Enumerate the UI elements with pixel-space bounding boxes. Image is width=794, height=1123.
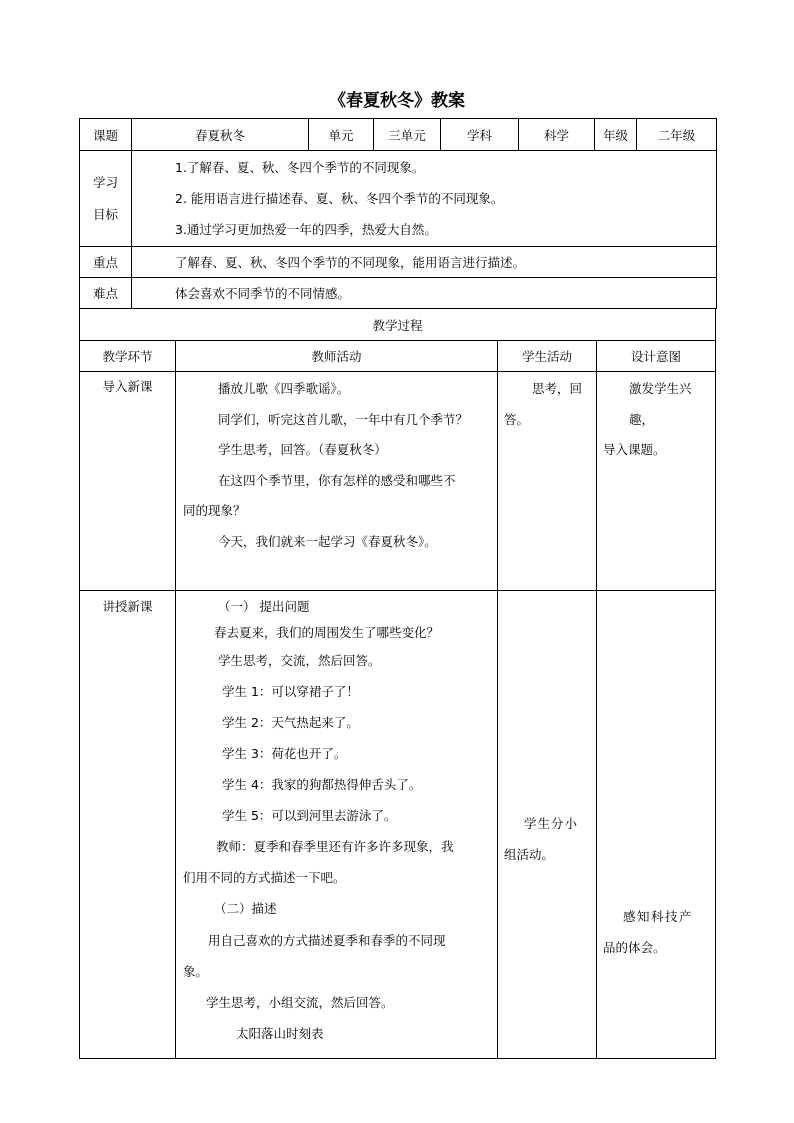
column-header-design: 设计意图	[597, 341, 716, 372]
teacher-activity-lecture	[176, 591, 498, 1059]
text-line: 学生 4：我家的狗都热得伸舌头了。	[222, 777, 422, 792]
text-line: 导入课题。	[603, 442, 666, 457]
process-header: 教学过程	[80, 309, 716, 341]
goals-label	[80, 151, 132, 247]
goals-label-line: 学习	[92, 174, 118, 190]
grade-value: 二年级	[637, 119, 717, 151]
goals-label-line: 目标	[92, 206, 118, 222]
text-line: 播放儿歌《四季歌谣》。	[218, 381, 350, 396]
text-line: 象。	[183, 964, 209, 979]
subject-label: 学科	[441, 119, 519, 151]
text-line: 春去夏来，我们的周围发生了哪些变化？	[214, 625, 440, 640]
lesson-info-table	[79, 118, 717, 309]
column-header-stage: 教学环节	[80, 341, 176, 372]
stage-lecture: 讲授新课	[80, 591, 176, 1059]
subject-value: 科学	[519, 119, 595, 151]
text-line: （一） 提出问题	[218, 599, 310, 614]
text-line: （二）描述	[214, 901, 277, 916]
text-line: 学生 2：天气热起来了。	[222, 715, 359, 730]
table-row	[80, 372, 716, 591]
unit-label: 单元	[309, 119, 374, 151]
text-line: 答。	[504, 411, 530, 427]
key-label: 重点	[80, 247, 132, 278]
teaching-process-table	[79, 308, 716, 1059]
text-line: 学生思考，回答。（春夏秋冬）	[218, 442, 387, 457]
text-line: 思考，回	[532, 381, 583, 396]
student-activity-intro	[498, 372, 597, 591]
course-label: 课题	[80, 119, 132, 151]
text-line: 在这四个季节里，你有怎样的感受和哪些不	[218, 472, 456, 488]
text-line: 用自己喜欢的方式描述夏季和春季的不同现	[208, 933, 446, 948]
text-line: 学生 5：可以到河里去游泳了。	[222, 808, 397, 823]
text-line: 品的体会。	[603, 940, 666, 955]
text-line: 学生 1：可以穿裙子了！	[222, 684, 359, 699]
text-line: 感知科技产	[623, 909, 694, 924]
difficulty-label: 难点	[80, 278, 132, 309]
text-line: 同学们，听完这首儿歌，一年中有几个季节？	[218, 411, 469, 427]
unit-value: 三单元	[374, 119, 441, 151]
text-line: 今天，我们就来一起学习《春夏秋冬》。	[218, 533, 437, 549]
key-value: 了解春、夏、秋、冬四个季节的不同现象，能用语言进行描述。	[132, 247, 717, 278]
stage-intro: 导入新课	[80, 372, 176, 591]
column-header-teacher: 教师活动	[176, 341, 498, 372]
goals-cell	[132, 151, 717, 247]
text-line: 学生 3：荷花也开了。	[222, 746, 347, 761]
teacher-activity-intro	[176, 372, 498, 591]
student-activity-lecture	[498, 591, 597, 1059]
text-line: 学生思考，小组交流，然后回答。	[206, 995, 394, 1010]
text-line: 们用不同的方式描述一下吧。	[183, 870, 346, 885]
course-value: 春夏秋冬	[132, 119, 309, 151]
column-header-student: 学生活动	[498, 341, 597, 372]
design-intent-lecture	[597, 591, 716, 1059]
text-line: 太阳落山时刻表	[236, 1026, 324, 1041]
goal-item: 2. 能用语言进行描述春、夏、秋、冬四个季节的不同现象。	[175, 191, 504, 206]
text-line: 学生思考，交流，然后回答。	[218, 653, 381, 668]
grade-label: 年级	[595, 119, 637, 151]
difficulty-value: 体会喜欢不同季节的不同情感。	[132, 278, 717, 309]
design-intent-intro	[597, 372, 716, 591]
text-line: 同的现象？	[183, 503, 246, 518]
text-line: 学生分小	[524, 816, 579, 831]
table-row	[80, 591, 716, 1059]
page-title: 《春夏秋冬》教案	[329, 91, 465, 111]
goal-item: 3.通过学习更加热爱一年的四季，热爱大自然。	[175, 222, 437, 237]
text-line: 激发学生兴趣，	[629, 381, 692, 427]
text-line: 组活动。	[504, 847, 555, 862]
goal-item: 1.了解春、夏、秋、冬四个季节的不同现象。	[175, 160, 425, 175]
text-line: 教师：夏季和春季里还有许多许多现象，我	[216, 839, 454, 854]
